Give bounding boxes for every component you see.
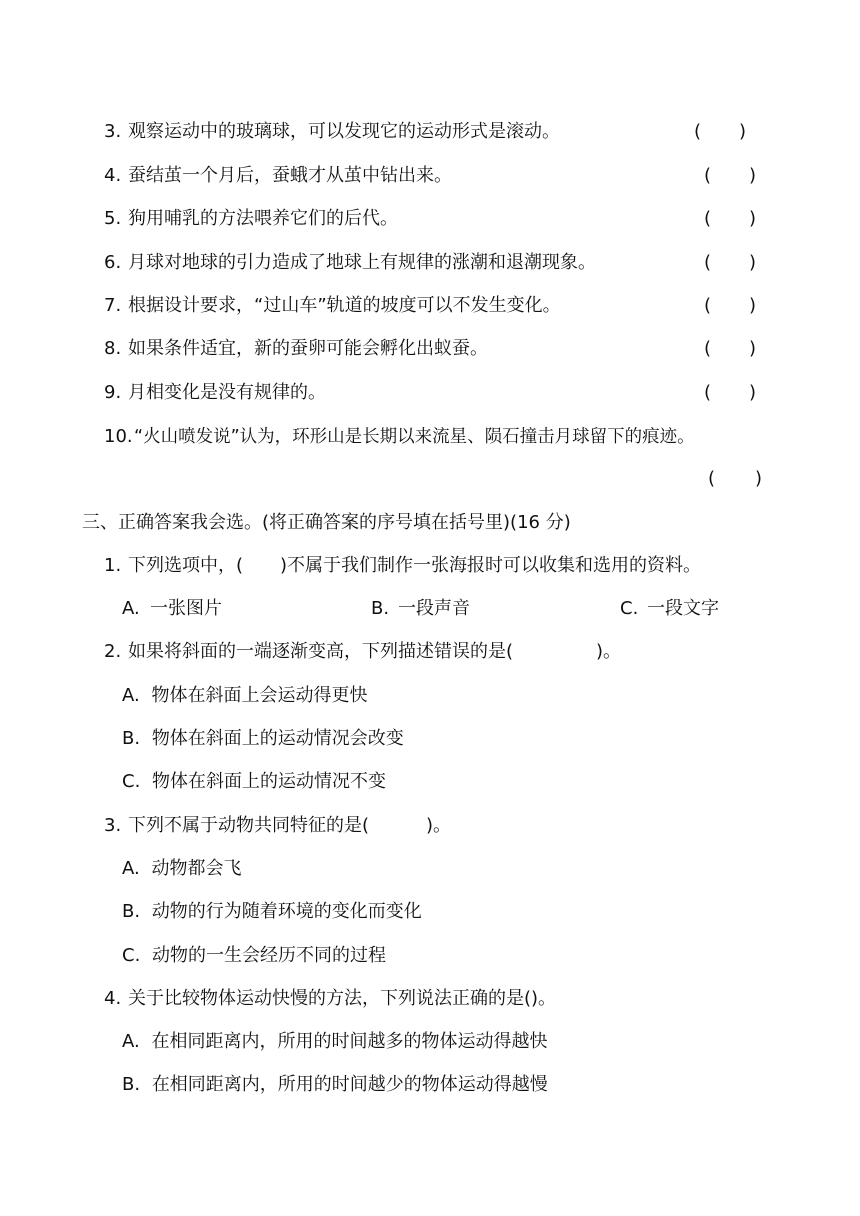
option-text[interactable]: 一段声音 [398, 598, 470, 619]
option-a[interactable]: A. 在相同距离内，所用的时间越多的物体运动得越快 [122, 1031, 548, 1052]
item-text: 月球对地球的引力造成了地球上有规律的涨潮和退潮现象。 [128, 252, 596, 273]
item-number: 3. [104, 121, 122, 142]
question-number: 2. [104, 641, 122, 662]
item-text: 根据设计要求，“过山车”轨道的坡度可以不发生变化。 [128, 295, 561, 316]
question-text-before: 下列不属于动物共同特征的是( [128, 815, 370, 836]
item-text: “火山喷发说”认为，环形山是长期以来流星、陨石撞击月球留下的痕迹。 [134, 427, 695, 447]
item-number: 5. [104, 208, 122, 229]
item-text: 观察运动中的玻璃球，可以发现它的运动形式是滚动。 [128, 121, 560, 142]
question-number: 3. [104, 815, 122, 836]
item-number: 10. [104, 426, 133, 447]
option-text[interactable]: 一段文字 [647, 598, 719, 619]
item-text: 蚕结茧一个月后，蚕蛾才从茧中钻出来。 [128, 165, 452, 186]
option-c[interactable]: C. 物体在斜面上的运动情况不变 [122, 771, 387, 792]
question-text-after: )不属于我们制作一张海报时可以收集和选用的资料。 [280, 555, 702, 576]
item-number: 7. [104, 295, 122, 316]
option-b[interactable]: B. 物体在斜面上的运动情况会改变 [122, 728, 404, 749]
option-b[interactable]: B. 动物的行为随着环境的变化而变化 [122, 901, 422, 922]
option-b[interactable]: B. 在相同距离内，所用的时间越少的物体运动得越慢 [122, 1074, 548, 1095]
section-heading: 三、正确答案我会选。(将正确答案的序号填在括号里)(16 分) [82, 512, 571, 533]
option-label[interactable]: A. [122, 598, 140, 619]
option-label[interactable]: B. [371, 598, 390, 619]
item-number: 8. [104, 338, 122, 359]
question-text: 关于比较物体运动快慢的方法，下列说法正确的是()。 [128, 988, 557, 1009]
item-number: 6. [104, 252, 122, 273]
option-text[interactable]: 一张图片 [150, 598, 222, 619]
item-number: 9. [104, 382, 122, 403]
option-a[interactable]: A. 动物都会飞 [122, 858, 242, 879]
question-number: 4. [104, 988, 122, 1009]
question-text-after: )。 [596, 641, 622, 662]
item-text: 狗用哺乳的方法喂养它们的后代。 [128, 208, 398, 229]
question-text-before: 如果将斜面的一端逐渐变高，下列描述错误的是( [128, 641, 514, 662]
question-text-after: )。 [426, 815, 452, 836]
option-c[interactable]: C. 动物的一生会经历不同的过程 [122, 945, 387, 966]
question-text-before: 下列选项中，( [128, 555, 244, 576]
question-number: 1. [104, 555, 122, 576]
item-number: 4. [104, 165, 122, 186]
option-label[interactable]: C. [620, 598, 639, 619]
item-text: 如果条件适宜，新的蚕卵可能会孵化出蚁蚕。 [128, 338, 488, 359]
option-a[interactable]: A. 物体在斜面上会运动得更快 [122, 685, 368, 706]
item-text: 月相变化是没有规律的。 [128, 382, 326, 403]
